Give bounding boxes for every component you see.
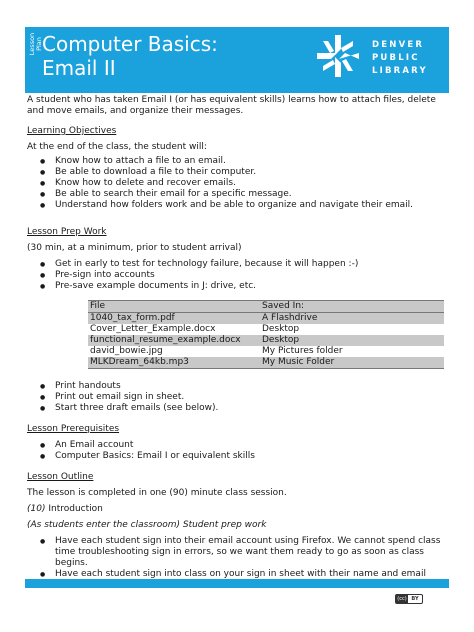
location-cell: My Music Folder bbox=[260, 357, 444, 369]
table-row bbox=[88, 346, 444, 357]
outline-lead: The lesson is completed in one (90) minute class session. bbox=[27, 488, 287, 498]
library-name: DENVER PUBLIC LIBRARY bbox=[372, 40, 428, 76]
outline-italic-note: (As students enter the classroom) Student prep work bbox=[27, 520, 267, 530]
intro-text: A student who has taken Email I (or has equivalent skills) learns how to attach files, delete and move emails, and organize their messages. bbox=[27, 95, 436, 116]
title-line-2: Email II bbox=[42, 56, 116, 80]
prep-lead: (30 min, at a minimum, prior to student arrival) bbox=[27, 243, 242, 253]
table-row bbox=[88, 335, 444, 346]
file-cell: MLKDream_64kb.mp3 bbox=[88, 357, 260, 369]
page-title bbox=[42, 32, 218, 80]
location-cell: Desktop bbox=[260, 335, 444, 346]
list-item: ● Have each student sign into class on your sign in sheet with their name and email bbox=[40, 569, 442, 591]
list-item: ● Be able to download a file to their computer. bbox=[40, 167, 442, 178]
prep-list bbox=[27, 259, 442, 292]
table-row bbox=[88, 313, 444, 325]
list-item: ● Know how to delete and recover emails. bbox=[40, 178, 442, 189]
objectives-lead: At the end of the class, the student will: bbox=[27, 142, 207, 152]
list-item: ● Computer Basics: Email I or equivalent skills bbox=[40, 451, 442, 462]
column-header-file: File bbox=[88, 301, 260, 313]
table-row bbox=[88, 357, 444, 369]
list-item: ● Print handouts bbox=[40, 381, 442, 392]
list-item: ● Understand how folders work and be able to organize and navigate their email. bbox=[40, 200, 442, 211]
objectives-heading: Learning Objectives bbox=[27, 126, 117, 136]
list-item: ● Get in early to test for technology failure, because it will happen :-) bbox=[40, 259, 442, 270]
location-cell: My Pictures folder bbox=[262, 346, 343, 356]
column-header-saved-in: Saved In: bbox=[260, 301, 444, 313]
footer-bar bbox=[25, 579, 449, 588]
file-cell: david_bowie.jpg bbox=[90, 346, 163, 356]
location-cell: A Flashdrive bbox=[260, 313, 444, 325]
file-cell: 1040_tax_form.pdf bbox=[88, 313, 260, 325]
lesson-plan-label: Lesson Plan bbox=[28, 32, 43, 56]
cc-by-mark: BY bbox=[411, 596, 419, 602]
step-duration: (10) bbox=[27, 504, 46, 514]
title-line-1: Computer Basics: bbox=[42, 32, 218, 56]
prerequisites-heading: Lesson Prerequisites bbox=[27, 424, 120, 434]
library-logo-icon bbox=[315, 33, 361, 79]
cc-mark: (cc) bbox=[397, 596, 407, 602]
prep-heading: Lesson Prep Work bbox=[27, 227, 107, 237]
file-cell: functional_resume_example.docx bbox=[88, 335, 260, 346]
list-item: ● Print out email sign in sheet. bbox=[40, 392, 442, 403]
cc-license-icon bbox=[395, 594, 423, 604]
list-item: ● Start three draft emails (see below). bbox=[40, 403, 442, 414]
list-item: ● Pre-save example documents in J: drive, etc. bbox=[40, 281, 442, 292]
outline-heading: Lesson Outline bbox=[27, 472, 94, 482]
location-cell: Desktop bbox=[262, 324, 300, 334]
list-item: ● Know how to attach a file to an email. bbox=[40, 156, 442, 167]
step-title: Introduction bbox=[48, 504, 103, 514]
prep-list-continued bbox=[27, 381, 442, 414]
outline-step bbox=[27, 504, 442, 515]
list-item: ● Have each student sign into their email account using Firefox. We cannot spend class time troubleshooting sign in errors, so we want them ready to go as soon as class begins. bbox=[40, 536, 442, 569]
document-body bbox=[27, 95, 442, 591]
prerequisites-list bbox=[27, 440, 442, 462]
table-header-row bbox=[88, 301, 444, 313]
list-item: ● Be able to search their email for a specific message. bbox=[40, 189, 442, 200]
files-table bbox=[88, 300, 444, 369]
file-cell: Cover_Letter_Example.docx bbox=[90, 324, 216, 334]
header-banner bbox=[25, 27, 449, 93]
list-item: ● Pre-sign into accounts bbox=[40, 270, 442, 281]
list-item: ● An Email account bbox=[40, 440, 442, 451]
table-row bbox=[88, 324, 444, 335]
objectives-list bbox=[27, 156, 442, 211]
